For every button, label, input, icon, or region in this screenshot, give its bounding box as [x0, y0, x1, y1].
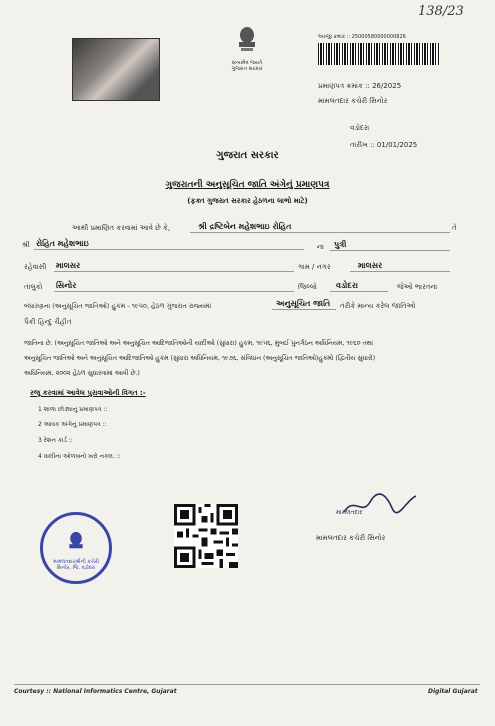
barcode	[318, 43, 440, 65]
father-name: રોહિત મહેશભાઇ	[36, 239, 89, 248]
district: વડોદરા	[336, 281, 358, 290]
body-line2-prefix: શ્રી	[22, 241, 30, 249]
ashoka-emblem-icon	[232, 26, 262, 60]
document-item: 3 રેશન કાર્ડ ::	[38, 437, 73, 444]
handwritten-number: 138/23	[418, 4, 464, 19]
signature-text: મામલતદાર	[336, 509, 363, 516]
legal-paragraph-line3: અધિનિયમ, ૨૦૦૨ હેઠળ સુધારવામાં આવી છે.)	[24, 370, 140, 377]
signatory-title: મામલતદાર કચેરી સિનોર	[316, 534, 386, 542]
issue-date: તારીખ :: 01/01/2025	[350, 141, 418, 149]
state-emblem	[224, 26, 270, 72]
applicant-name: શ્રી દ્રષ્ટિબેન મહેશભાઇ રોહિત	[198, 222, 292, 231]
footer-right: Digital Gujarat	[428, 688, 478, 695]
body-line1-prefix: આથી પ્રમાણિત કરવામાં આવે છે કે,	[72, 224, 171, 232]
document-item: 2 આવક અંગેનું પ્રમાણપત્ર ::	[38, 421, 107, 428]
footer-divider	[14, 684, 480, 685]
document-item: 1 શાળા છોડ્યાનું પ્રમાણપત્ર ::	[38, 406, 108, 413]
issuing-office: મામલતદાર કચેરી સિનોર	[318, 97, 388, 105]
footer-left: Courtesy :: National Informatics Centre, Gujarat	[14, 688, 177, 695]
body-line1-suffix: તે	[452, 224, 457, 232]
document-item: 4 વાલીના ઓળખનો ખરો નકલ. ::	[38, 453, 121, 460]
office-stamp	[40, 512, 112, 584]
government-title: ગુજરાત સરકાર	[216, 150, 279, 161]
applicant-photo	[72, 38, 160, 101]
stamp-text: મામલતદારશ્રીની કચેરી સિનોર, જિ. વડોદરા	[53, 559, 99, 571]
certificate-number: પ્રમાણપત્ર ક્રમાંક :: 26/2025	[318, 82, 402, 90]
caste-category: અનુસૂચિત જાતિ	[276, 299, 331, 308]
body-line6-prefix: પૈકી	[24, 318, 36, 326]
stamp-emblem-icon	[63, 531, 89, 559]
legal-paragraph-line1: જાતિના છે. (અનુસૂચિત જાતિઓ અને અનુસૂચિત આદિજાતિઓની યાદીઓ (સુધારા) હુકમ, ૧૯૫૬, મુંબઈ પુનર્ગઠન અધિનિયમ, ૧૯૬૦ તથા	[24, 340, 374, 347]
village-town: માલસર	[358, 261, 383, 270]
body-line3-prefix: રહેવાસી	[24, 263, 47, 271]
legal-paragraph-line2: અનુસૂચિત જાતિઓ અને અનુસૂચિત આદિજાતિઓ હુકમ (સુધારા અધિનિયમ, ૧૯૭૬, સંવિધાન (અનુસૂચિત જાતિઓ)હુકમો (દ્વિતીય સુધારો)	[24, 355, 376, 362]
body-line4-prefix: તાલુકો	[24, 283, 43, 291]
certificate-title: ગુજરાતની અનુસૂચિત જાતિ અંગેનું પ્રમાણપત્ર	[165, 180, 330, 190]
body-line2-suffix: ના	[317, 243, 324, 251]
body-line5-prefix: બંધારણના (અનુસૂચિત જાતિઓ) હુકમ - ૧૯૫૦, હેઠળ ગુજરાત રાજ્યમાં	[24, 302, 212, 310]
qr-code-icon	[174, 504, 238, 568]
body-line3-mid: ગામ / નગર	[298, 263, 331, 271]
emblem-caption: સત્યમેવ જયતે ગુજરાત સરકાર	[231, 60, 263, 72]
taluka: સિનોર	[56, 281, 77, 290]
relation: પુત્રી	[334, 240, 347, 249]
caste: હિન્દુ ચૈહીત	[38, 318, 72, 326]
barcode-label: અરજી ક્રમાંક :: 25000580000000826	[318, 34, 406, 40]
issuing-district: વડોદરા	[350, 124, 370, 132]
body-line5-suffix: તરીકે માન્ય કરેલ જાતિઓ	[340, 302, 416, 310]
qr-code	[174, 504, 238, 568]
body-line4-mid: જિલ્લો	[298, 283, 317, 291]
residence: માલસર	[56, 261, 81, 270]
documents-heading: રજૂ કરવામાં આવેલ પુરાવાઓની વિગત :-	[30, 389, 146, 397]
certificate-subtitle: (ફક્ત ગુજરાત સરકાર હેઠળના લાભો માટે)	[187, 197, 308, 205]
body-line4-suffix: જેઓ ભારતના	[397, 283, 438, 291]
